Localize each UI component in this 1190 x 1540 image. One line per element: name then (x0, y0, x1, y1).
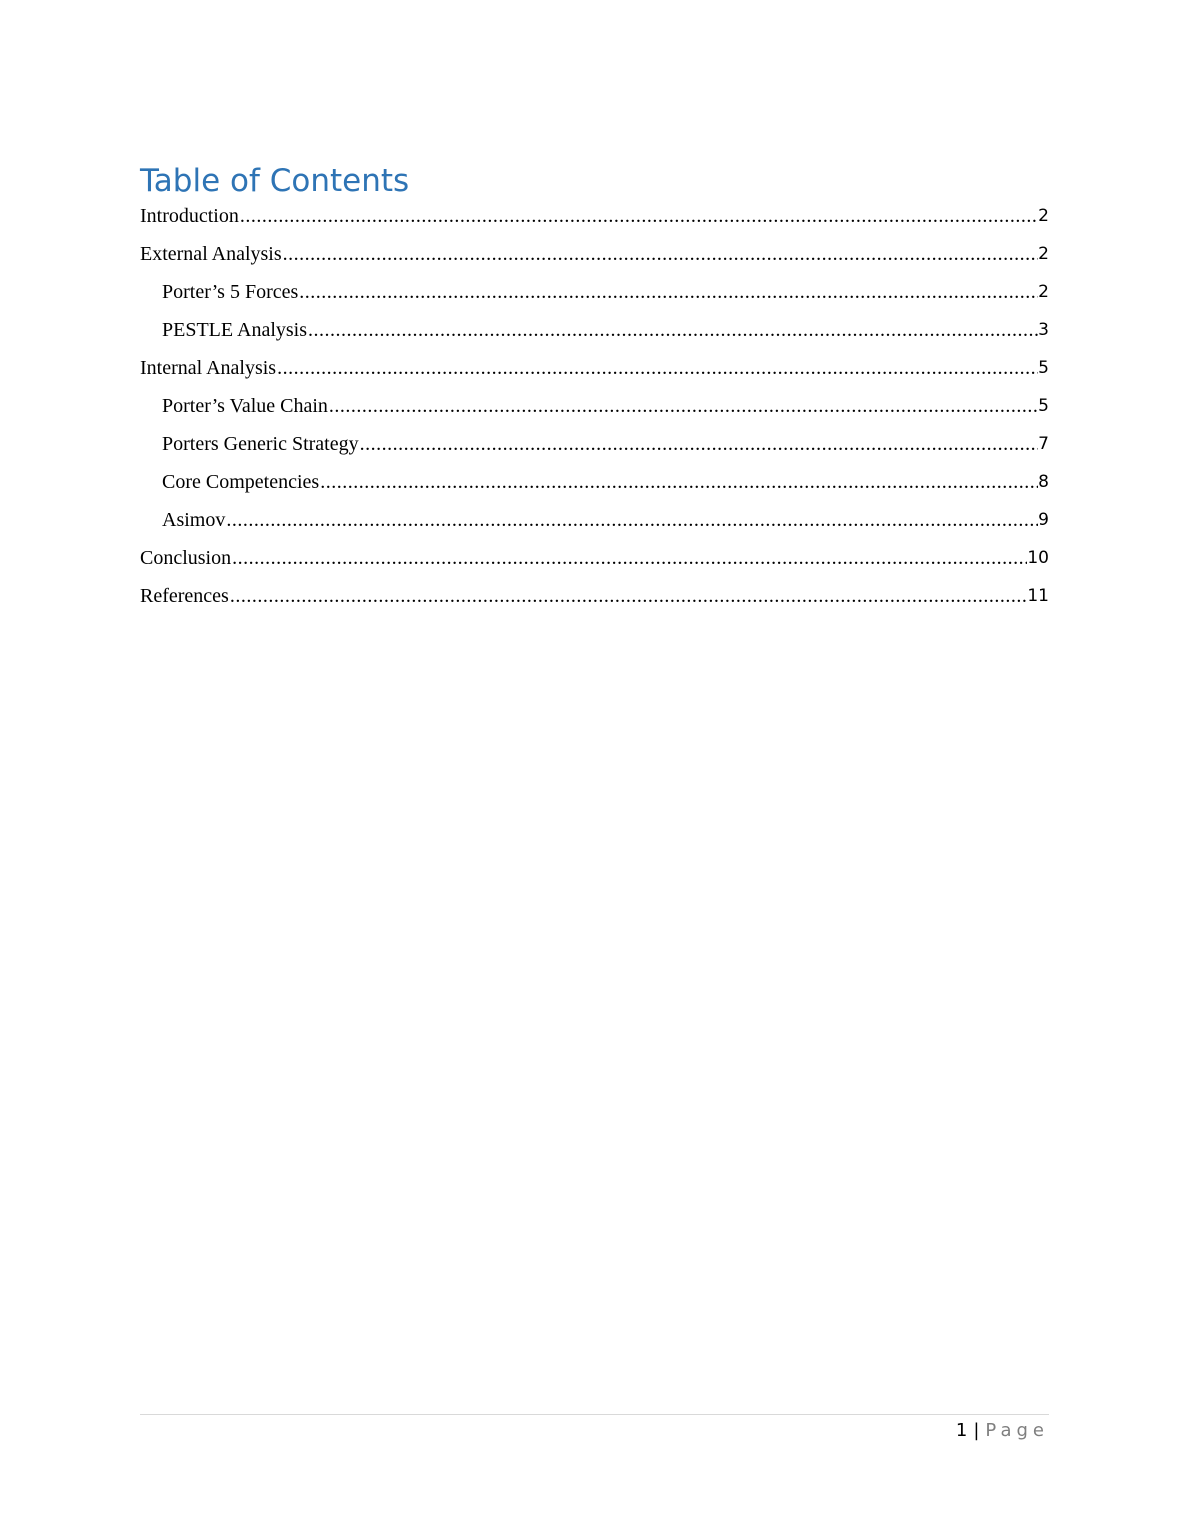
toc-entry-porters-value-chain[interactable] (140, 387, 1049, 425)
toc-dot-leader (276, 357, 1038, 380)
toc-dot-leader (359, 433, 1039, 456)
toc-page-number: 2 (1038, 206, 1049, 226)
toc-entry-label[interactable]: Introduction (140, 204, 239, 227)
toc-entry-external-analysis[interactable] (140, 235, 1049, 273)
toc-entry-label[interactable]: Porter’s 5 Forces (162, 280, 299, 303)
toc-entry-asimov[interactable] (140, 501, 1049, 539)
toc-page-number: 2 (1038, 244, 1049, 264)
toc-entry-conclusion[interactable] (140, 539, 1049, 577)
toc-dot-leader (282, 243, 1039, 266)
footer-separator: | (973, 1420, 980, 1441)
toc-page-number: 11 (1027, 586, 1049, 606)
toc-page-number: 10 (1027, 548, 1049, 568)
toc-page-number: 5 (1038, 396, 1049, 416)
toc-entry-label[interactable]: Asimov (162, 508, 226, 531)
toc-entry-label[interactable]: Core Competencies (162, 470, 320, 493)
toc-entry-introduction[interactable] (140, 197, 1049, 235)
footer-page-word: Page (985, 1420, 1049, 1441)
footer-page-number: 1 (955, 1420, 968, 1441)
toc-entry-core-competencies[interactable] (140, 463, 1049, 501)
toc-entry-pestle-analysis[interactable] (140, 311, 1049, 349)
toc-dot-leader (239, 205, 1038, 228)
toc-entry-label[interactable]: Porter’s Value Chain (162, 394, 328, 417)
toc-entry-internal-analysis[interactable] (140, 349, 1049, 387)
toc-entry-label[interactable]: Conclusion (140, 546, 232, 569)
toc-dot-leader (225, 509, 1038, 532)
toc-entry-references[interactable] (140, 577, 1049, 615)
toc-list (140, 197, 1049, 615)
toc-page-number: 2 (1038, 282, 1049, 302)
toc-entry-porters-generic-strategy[interactable] (140, 425, 1049, 463)
toc-dot-leader (319, 471, 1038, 494)
toc-entry-label[interactable]: Internal Analysis (140, 356, 277, 379)
toc-entry-label[interactable]: PESTLE Analysis (162, 318, 308, 341)
toc-dot-leader (229, 585, 1028, 608)
toc-heading: Table of Contents (140, 163, 410, 199)
toc-page-number: 7 (1038, 434, 1049, 454)
toc-entry-label[interactable]: Porters Generic Strategy (162, 432, 359, 455)
toc-page-number: 5 (1038, 358, 1049, 378)
toc-dot-leader (298, 281, 1038, 304)
toc-dot-leader (307, 319, 1038, 342)
toc-entry-label[interactable]: References (140, 584, 229, 607)
page-footer (956, 1417, 1049, 1445)
toc-page-number: 3 (1038, 320, 1049, 340)
toc-dot-leader (231, 547, 1027, 570)
toc-entry-porters-5-forces[interactable] (140, 273, 1049, 311)
toc-dot-leader (328, 395, 1038, 418)
toc-page-number: 9 (1038, 510, 1049, 530)
toc-entry-label[interactable]: External Analysis (140, 242, 282, 265)
toc-page-number: 8 (1038, 472, 1049, 492)
footer-divider (140, 1414, 1049, 1415)
